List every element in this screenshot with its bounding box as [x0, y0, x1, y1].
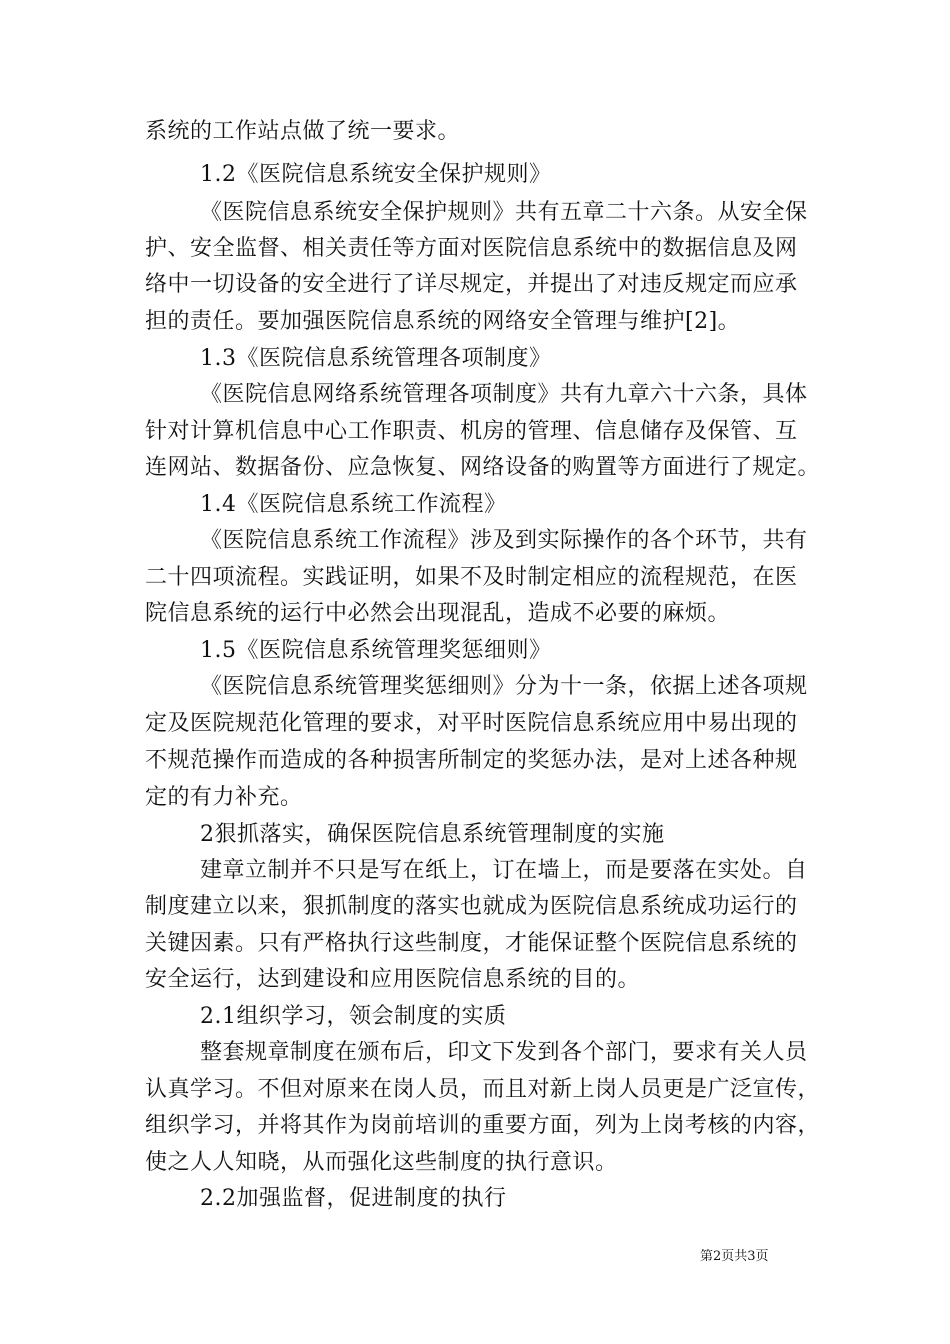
paragraph-line: 不规范操作而造成的各种损害所制定的奖惩办法，是对上述各种规 [145, 748, 798, 773]
paragraph-line: 针对计算机信息中心工作职责、机房的管理、信息储存及保管、互 [145, 419, 798, 444]
paragraph-line: 定的有力补充。 [145, 785, 303, 810]
paragraph-line: 安全运行，达到建设和应用医院信息系统的目的。 [145, 967, 641, 992]
paragraph-line: 《医院信息系统安全保护规则》共有五章二十六条。从安全保 [200, 200, 808, 225]
paragraph-line: 担的责任。要加强医院信息系统的网络安全管理与维护[2]。 [145, 309, 741, 334]
paragraph-line: 院信息系统的运行中必然会出现混乱，造成不必要的麻烦。 [145, 601, 731, 626]
paragraph-line: 护、安全监督、相关责任等方面对医院信息系统中的数据信息及网 [145, 236, 798, 261]
section-heading: 2.1组织学习，领会制度的实质 [200, 1004, 507, 1029]
section-heading: 1.4《医院信息系统工作流程》 [200, 492, 507, 517]
paragraph-line: 定及医院规范化管理的要求，对平时医院信息系统应用中易出现的 [145, 711, 798, 736]
section-heading: 1.2《医院信息系统安全保护规则》 [200, 162, 552, 187]
section-heading: 1.3《医院信息系统管理各项制度》 [200, 346, 552, 371]
paragraph-line: 认真学习。不但对原来在岗人员，而且对新上岗人员更是广泛宣传， [145, 1077, 821, 1102]
page-number: 第2页共3页 [700, 1249, 769, 1264]
paragraph-line: 连网站、数据备份、应急恢复、网络设备的购置等方面进行了规定。 [145, 455, 821, 480]
paragraph-line: 《医院信息系统管理奖惩细则》分为十一条，依据上述各项规 [200, 674, 808, 699]
section-heading: 2狠抓落实，确保医院信息系统管理制度的实施 [200, 822, 665, 847]
paragraph-line: 组织学习，并将其作为岗前培训的重要方面，列为上岗考核的内容， [145, 1113, 821, 1138]
paragraph-line: 二十四项流程。实践证明，如果不及时制定相应的流程规范，在医 [145, 565, 798, 590]
paragraph-line: 使之人人知晓，从而强化这些制度的执行意识。 [145, 1150, 618, 1175]
paragraph-line: 络中一切设备的安全进行了详尽规定，并提出了对违反规定而应承 [145, 272, 798, 297]
section-heading: 2.2加强监督，促进制度的执行 [200, 1186, 507, 1211]
paragraph-line: 《医院信息网络系统管理各项制度》共有九章六十六条，具体 [200, 382, 808, 407]
paragraph-line: 《医院信息系统工作流程》涉及到实际操作的各个环节，共有 [200, 528, 808, 553]
paragraph-line: 关键因素。只有严格执行这些制度，才能保证整个医院信息系统的 [145, 931, 798, 956]
section-heading: 1.5《医院信息系统管理奖惩细则》 [200, 638, 552, 663]
paragraph-line: 建章立制并不只是写在纸上，订在墙上，而是要落在实处。自 [200, 858, 808, 883]
paragraph-line: 制度建立以来，狠抓制度的落实也就成为医院信息系统成功运行的 [145, 894, 798, 919]
paragraph-line: 系统的工作站点做了统一要求。 [145, 119, 461, 144]
paragraph-line: 整套规章制度在颁布后，印文下发到各个部门，要求有关人员 [200, 1040, 808, 1065]
